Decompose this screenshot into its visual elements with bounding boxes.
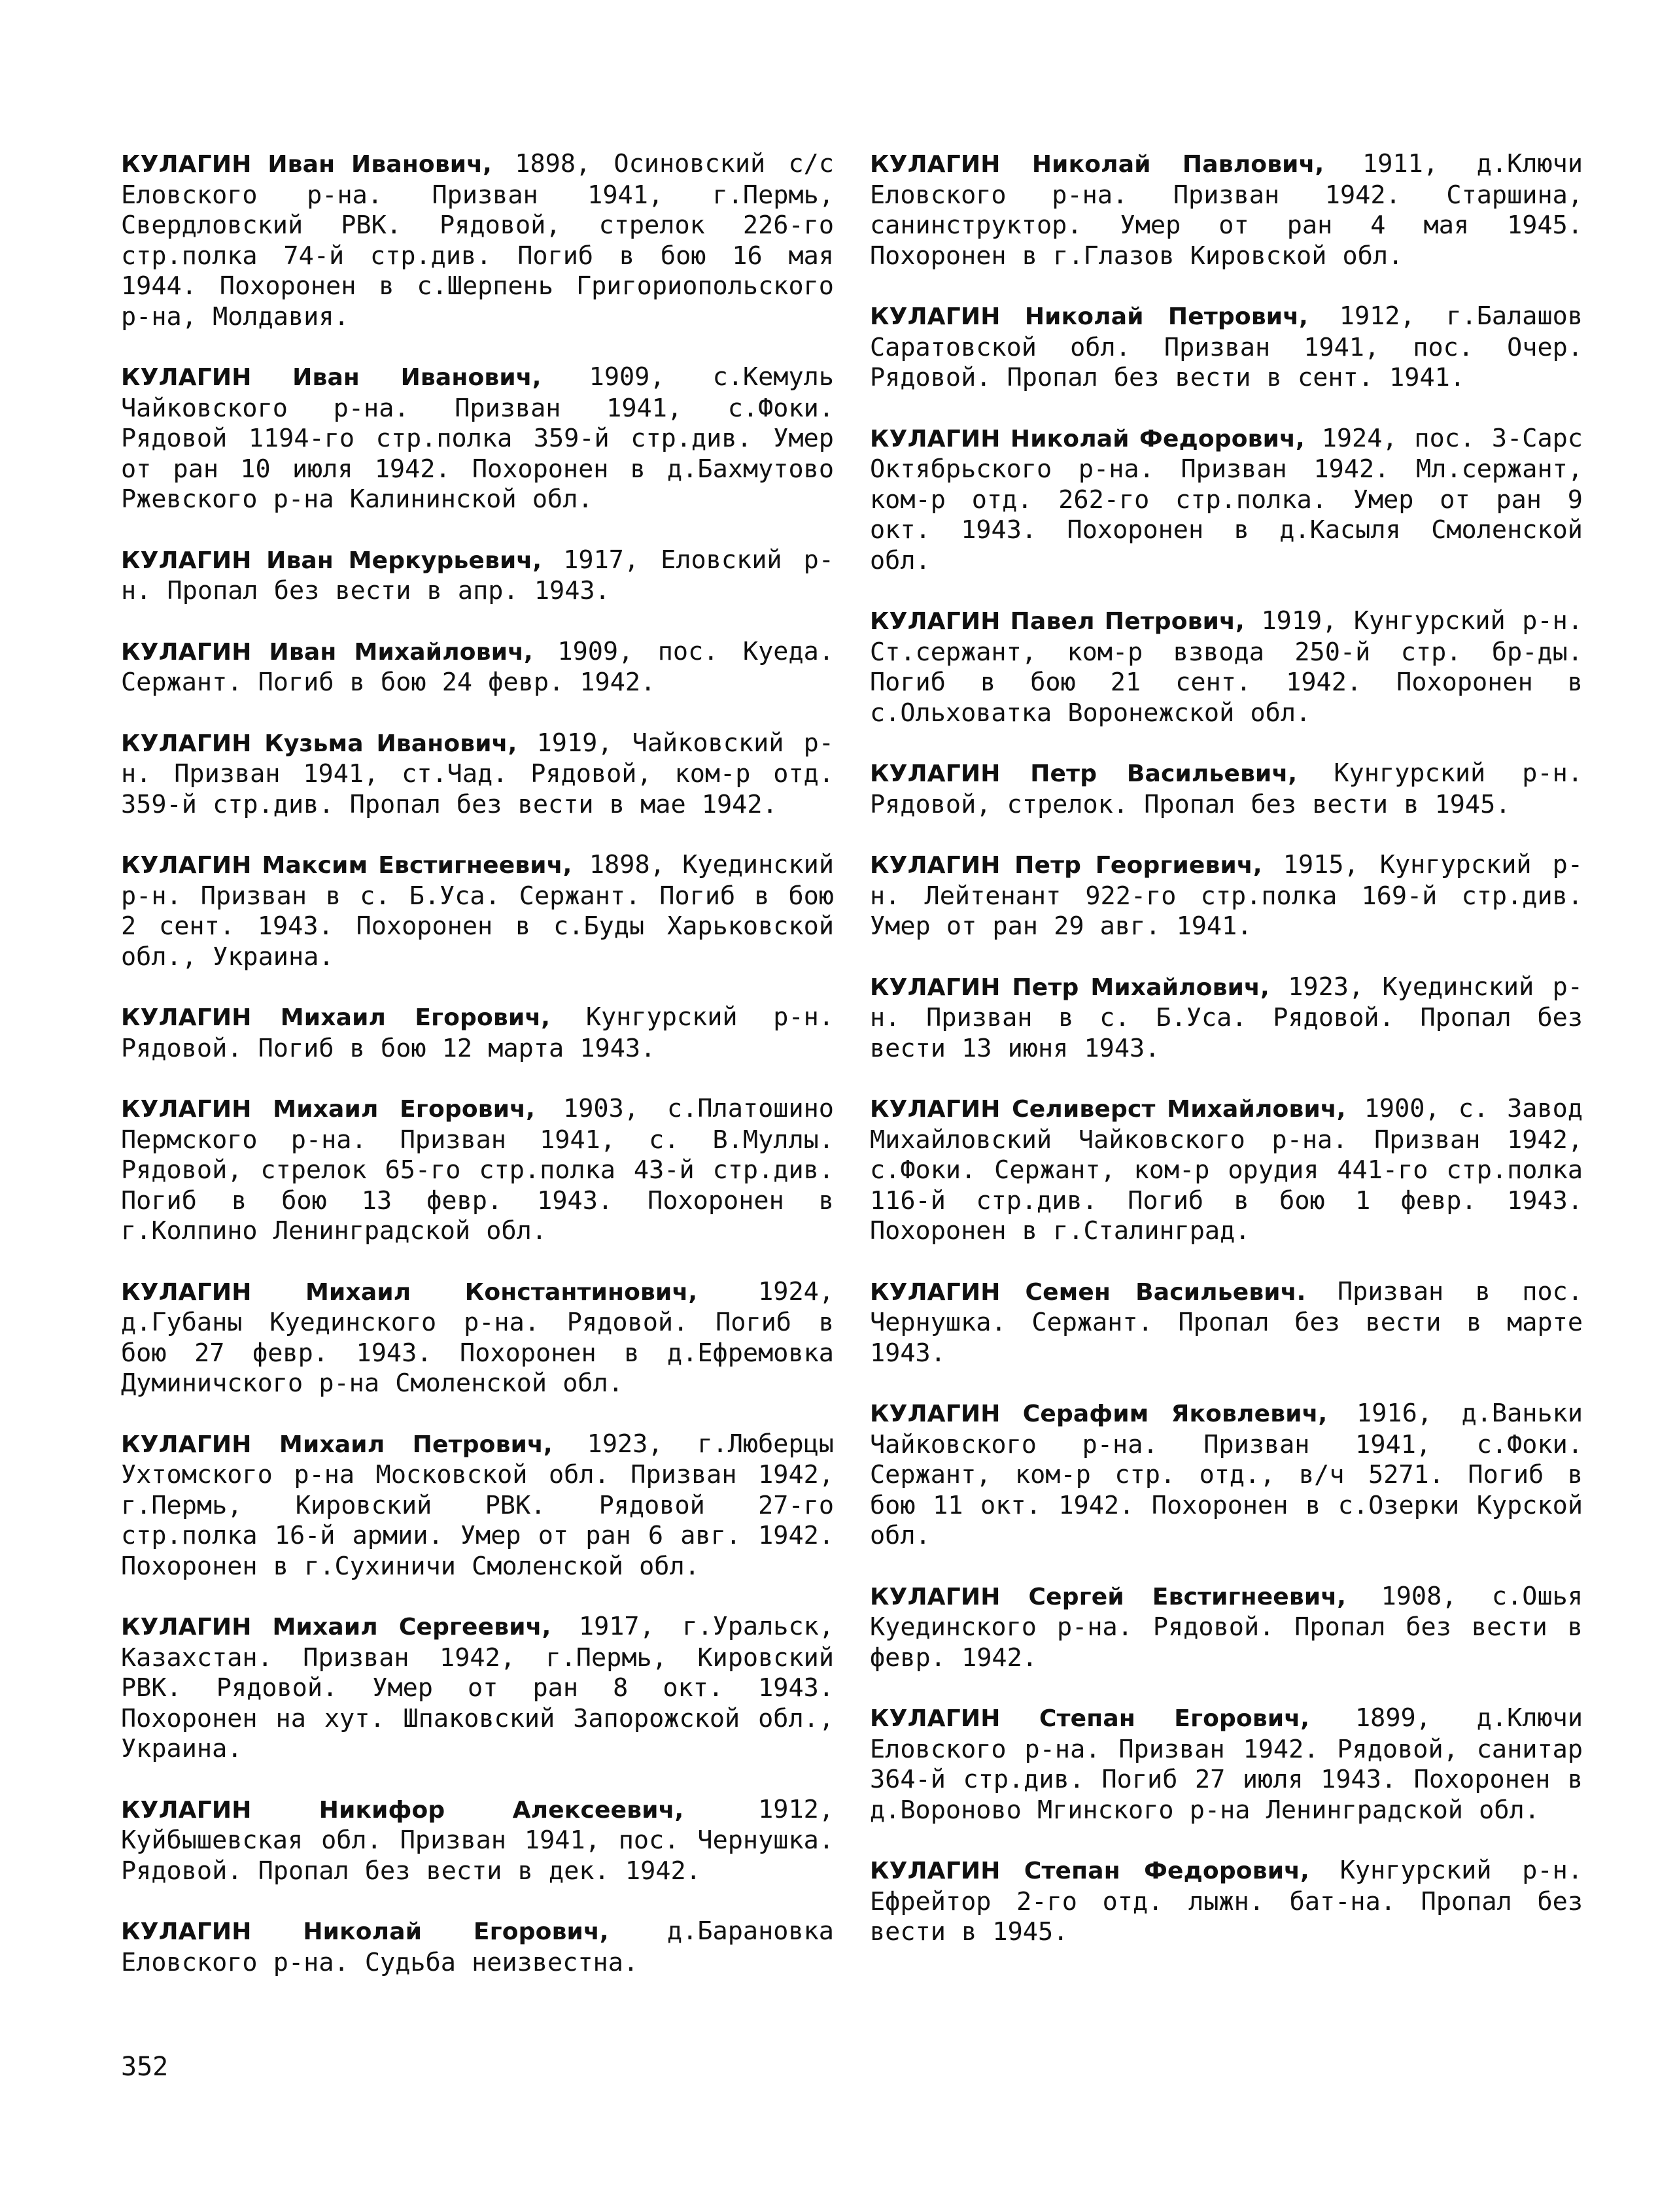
entry-name: КУЛАГИН Иван Иванович, [121, 364, 542, 391]
entry-text: 1923, г.Люберцы Ухтомского р-на Московской обл. Призван 1942, г.Пермь, Кировский РВК. Рядовой 27-го стр.полка 16-й армии. Умер от ран 6 авг. 1942. Похоронен в г.Сухиничи Смоленской обл. [121, 1429, 834, 1581]
entry-text: 1923, Куединский р-н. Призван в с. Б.Уса. Рядовой. Пропал без вести 13 июня 1943. [870, 972, 1583, 1063]
entry-text: 1911, д.Ключи Еловского р-на. Призван 1942. Старшина, санинструктор. Умер от ран 4 мая 1945. Похоронен в г.Глазов Кировской обл. [870, 149, 1583, 271]
entry-name: КУЛАГИН Николай Павлович, [870, 151, 1324, 178]
entry-name: КУЛАГИН Никифор Алексеевич, [121, 1796, 684, 1824]
entry [870, 1399, 1583, 1552]
entry [121, 1429, 834, 1582]
entry-text: 1909, пос. Куеда. Сержант. Погиб в бою 24 февр. 1942. [121, 636, 834, 697]
entry-text: 1900, с. Завод Михайловский Чайковского р-на. Призван 1942, с.Фоки. Сержант, ком-р орудия 441-го стр.полка 116-й стр.див. Погиб в бою 1 февр. 1943. Похоронен в г.Сталинград. [870, 1094, 1583, 1246]
entry [870, 1277, 1583, 1369]
entry-text: Кунгурский р-н. Ефрейтор 2-го отд. лыжн. бат-на. Пропал без вести в 1945. [870, 1856, 1583, 1947]
entry [870, 850, 1583, 942]
entry-name: КУЛАГИН Иван Меркурьевич, [121, 547, 542, 574]
entry-text: д.Барановка Еловского р-на. Судьба неизвестна. [121, 1916, 834, 1977]
entry-text: 1917, Еловский р-н. Пропал без вести в апр. 1943. [121, 545, 834, 605]
entry [121, 1795, 834, 1887]
entry-name: КУЛАГИН Серафим Яковлевич, [870, 1401, 1328, 1427]
entry [121, 1277, 834, 1399]
entry-name: КУЛАГИН Михаил Константинович, [121, 1278, 698, 1306]
entry [870, 424, 1583, 577]
entry [121, 637, 834, 698]
entry-text: 1899, д.Ключи Еловского р-на. Призван 1942. Рядовой, санитар 364-й стр.див. Погиб 27 июля 1943. Похоронен в д.Вороново Мгинского р-на Ленинградской обл. [870, 1703, 1583, 1825]
entry-text: Кунгурский р-н. Рядовой, стрелок. Пропал без вести в 1945. [870, 758, 1583, 819]
entry-name: КУЛАГИН Павел Петрович, [870, 608, 1245, 635]
entry-name: КУЛАГИН Николай Петрович, [870, 303, 1309, 330]
entry-text: Кунгурский р-н. Рядовой. Погиб в бою 12 марта 1943. [121, 1002, 834, 1063]
entry-text: 1924, пос. 3-Сарс Октябрьского р-на. Призван 1942. Мл.сержант, ком-р отд. 262-го стр.полка. Умер от ран 9 окт. 1943. Похоронен в д.Касыля Смоленской обл. [870, 423, 1583, 575]
entry-name: КУЛАГИН Иван Михайлович, [121, 638, 533, 666]
entry-name: КУЛАГИН Михаил Егорович, [121, 1004, 551, 1031]
entry [870, 758, 1583, 820]
entry-text: 1919, Чайковский р-н. Призван 1941, ст.Чад. Рядовой, ком-р отд. 359-й стр.див. Пропал без вести в мае 1942. [121, 728, 834, 819]
entry [121, 850, 834, 972]
entry-text: 1924, д.Губаны Куединского р-на. Рядовой. Погиб в бою 27 февр. 1943. Похоронен в д.Ефремовка Думиничского р-на Смоленской обл. [121, 1276, 834, 1398]
entry-text: 1919, Кунгурский р-н. Ст.сержант, ком-р взвода 250-й стр. бр-ды. Погиб в бою 21 сент. 1942. Похоронен в с.Ольховатка Воронежской обл. [870, 606, 1583, 728]
entry [121, 1002, 834, 1064]
entry-name: КУЛАГИН Петр Васильевич, [870, 760, 1298, 787]
entry [870, 972, 1583, 1064]
entry-name: КУЛАГИН Сергей Евстигнеевич, [870, 1583, 1347, 1610]
entry [121, 1916, 834, 1978]
entry-name: КУЛАГИН Петр Георгиевич, [870, 852, 1262, 879]
entry-text: 1898, Осиновский с/с Еловского р-на. Призван 1941, г.Пермь, Свердловский РВК. Рядовой, стрелок 226-го стр.полка 74-й стр.див. Погиб в бою 16 мая 1944. Похоронен в с.Шерпень Григориопольского р-на, Молдавия. [121, 149, 834, 332]
entry-text: 1908, с.Ошья Куединского р-на. Рядовой. Пропал без вести в февр. 1942. [870, 1581, 1583, 1673]
entry-name: КУЛАГИН Николай Егорович, [121, 1918, 609, 1945]
entry-name: КУЛАГИН Михаил Петрович, [121, 1431, 553, 1458]
entry-text: Призван в пос. Чернушка. Сержант. Пропал без вести в марте 1943. [870, 1276, 1583, 1368]
entry-text: 1915, Кунгурский р-н. Лейтенант 922-го стр.полка 169-й стр.див. Умер от ран 29 авг. 1941. [870, 850, 1583, 941]
entry [121, 1612, 834, 1765]
entry [870, 1856, 1583, 1948]
entry-name: КУЛАГИН Иван Иванович, [121, 151, 492, 178]
entry-name: КУЛАГИН Кузьма Иванович, [121, 730, 517, 757]
entry-text: 1903, с.Платошино Пермского р-на. Призван 1941, с. В.Муллы. Рядовой, стрелок 65-го стр.полка 43-й стр.див. Погиб в бою 13 февр. 1943. Похоронен в г.Колпино Ленинградской обл. [121, 1094, 834, 1246]
entry-name: КУЛАГИН Михаил Сергеевич, [121, 1614, 551, 1641]
entry [870, 606, 1583, 728]
left-column [121, 149, 834, 2008]
entry-name: КУЛАГИН Степан Федорович, [870, 1858, 1309, 1884]
entry-name: КУЛАГИН Николай Федорович, [870, 425, 1305, 452]
entry [870, 301, 1583, 394]
entry-name: КУЛАГИН Степан Егорович, [870, 1705, 1310, 1732]
entry [870, 1582, 1583, 1674]
entry [121, 149, 834, 332]
entry-text: 1909, с.Кемуль Чайковского р-на. Призван 1941, с.Фоки. Рядовой 1194-го стр.полка 359-й стр.див. Умер от ран 10 июля 1942. Похоронен в д.Бахмутово Ржевского р-на Калининской обл. [121, 362, 835, 514]
entry [121, 728, 834, 821]
entry-text: 1912, Куйбышевская обл. Призван 1941, пос. Чернушка. Рядовой. Пропал без вести в дек. 1942. [121, 1794, 834, 1886]
entry [870, 149, 1583, 271]
entry [870, 1094, 1583, 1247]
entry-name: КУЛАГИН Петр Михайлович, [870, 974, 1269, 1001]
entry-text: 1898, Куединский р-н. Призван в с. Б.Уса. Сержант. Погиб в бою 2 сент. 1943. Похоронен в с.Буды Харьковской обл., Украина. [121, 850, 835, 972]
entry-name: КУЛАГИН Селиверст Михайлович, [870, 1096, 1346, 1123]
entry-name: КУЛАГИН Семен Васильевич. [870, 1278, 1306, 1306]
right-column [870, 149, 1583, 1978]
entry [870, 1703, 1583, 1826]
entry [121, 362, 834, 515]
entry [121, 1094, 834, 1247]
entry-text: 1912, г.Балашов Саратовской обл. Призван 1941, пос. Очер. Рядовой. Пропал без вести в сент. 1941. [870, 301, 1583, 392]
entry-text: 1917, г.Уральск, Казахстан. Призван 1942, г.Пермь, Кировский РВК. Рядовой. Умер от ран 8 окт. 1943. Похоронен на хут. Шпаковский Запорожской обл., Украина. [121, 1612, 834, 1763]
entry-name: КУЛАГИН Михаил Егорович, [121, 1096, 535, 1123]
entry-text: 1916, д.Ваньки Чайковского р-на. Призван 1941, с.Фоки. Сержант, ком-р стр. отд., в/ч 5271. Погиб в бою 11 окт. 1942. Похоронен в с.Озерки Курской обл. [870, 1399, 1583, 1550]
entry [121, 545, 834, 607]
entry-name: КУЛАГИН Максим Евстигнеевич, [121, 852, 572, 879]
page-number: 352 [121, 2052, 169, 2082]
